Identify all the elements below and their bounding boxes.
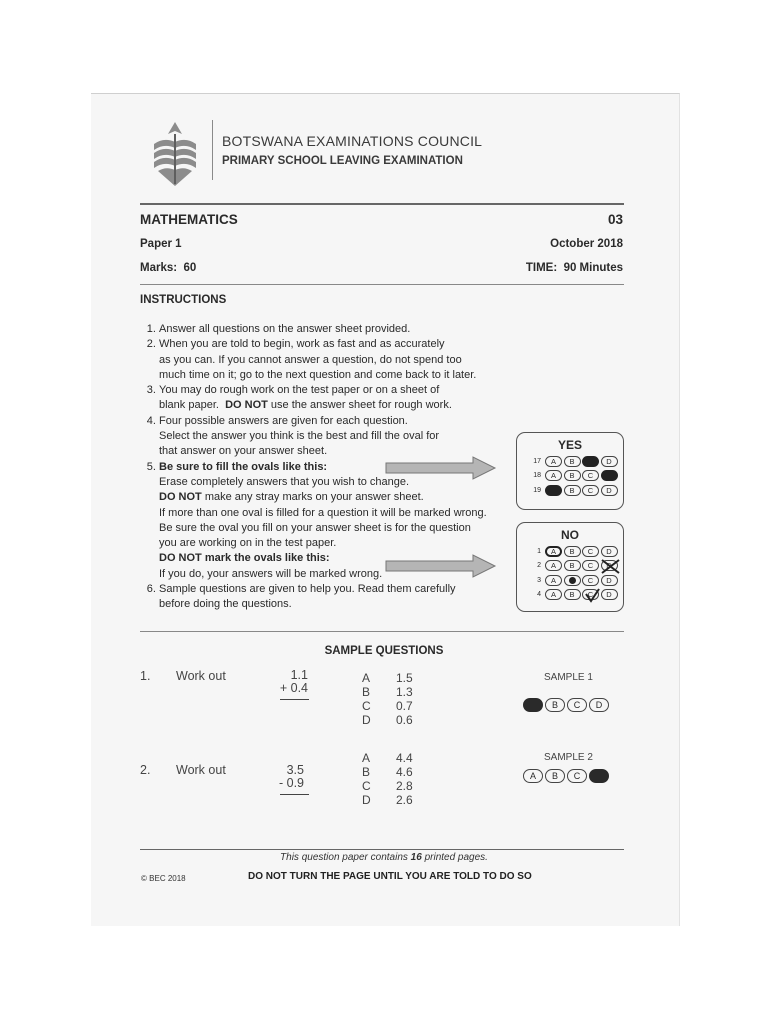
oval-d: D xyxy=(601,546,618,557)
oval-d: D xyxy=(601,485,618,496)
instruction-text: blank paper. xyxy=(159,399,219,412)
option-value: 1.3 xyxy=(396,685,413,699)
oval-d: D xyxy=(589,698,609,712)
row-number: 19 xyxy=(533,486,541,494)
example-row xyxy=(517,573,623,588)
option-letter: C xyxy=(362,699,371,713)
sample-label: SAMPLE 2 xyxy=(544,752,593,763)
oval-d: D xyxy=(601,589,618,600)
example-row xyxy=(517,454,623,469)
options-list xyxy=(362,751,413,807)
example-row xyxy=(517,559,623,574)
marks-value: 60 xyxy=(183,262,197,274)
question-prompt: Work out xyxy=(176,669,226,683)
oval-c: C xyxy=(582,485,599,496)
question-prompt: Work out xyxy=(176,763,226,777)
operand-bottom: + 0.4 xyxy=(279,681,308,695)
sum-line xyxy=(280,699,309,700)
instruction-text: If more than one oval is filled for a question it will be marked wrong. xyxy=(159,506,487,519)
time-value: 90 Minutes xyxy=(563,262,623,274)
paper-number: Paper 1 xyxy=(140,238,182,250)
instruction-3 xyxy=(159,383,510,414)
option xyxy=(362,713,413,727)
oval-crossed xyxy=(601,560,618,571)
instruction-text: use the answer sheet for rough work. xyxy=(270,399,452,412)
row-number: 4 xyxy=(537,591,541,599)
row-number: 18 xyxy=(533,472,541,480)
oval-b: B xyxy=(545,698,565,712)
oval-b: B xyxy=(545,769,565,783)
paper-code: 03 xyxy=(607,212,623,227)
option-letter: A xyxy=(362,751,371,765)
option xyxy=(362,685,413,699)
oval-c: C xyxy=(582,560,599,571)
instruction-emphasis: Be sure to fill the ovals like this: xyxy=(159,460,328,473)
header-divider xyxy=(212,120,213,180)
oval-c: C xyxy=(582,575,599,586)
difference-line xyxy=(280,794,309,795)
divider xyxy=(140,849,624,850)
instruction-1 xyxy=(159,322,510,337)
row-number: 3 xyxy=(537,576,541,584)
marks-info xyxy=(140,262,196,274)
oval-filled xyxy=(582,456,599,467)
org-name: BOTSWANA EXAMINATIONS COUNCIL xyxy=(222,133,483,149)
option-letter: C xyxy=(362,779,371,793)
page-count: 16 xyxy=(410,852,422,863)
note-text: This question paper contains xyxy=(280,852,408,863)
oval-ticked xyxy=(582,589,599,600)
oval-filled xyxy=(601,470,618,481)
exam-date: October 2018 xyxy=(550,238,623,250)
option xyxy=(362,765,413,779)
example-row xyxy=(517,544,623,559)
instruction-text: before doing the questions. xyxy=(159,598,292,611)
instruction-text: Sample questions are given to help you. Read them carefully xyxy=(159,583,456,596)
copyright-text: BEC 2018 xyxy=(149,874,186,883)
instruction-text: You may do rough work on the test paper or on a sheet of xyxy=(159,384,440,397)
oval-letter: C xyxy=(587,590,594,600)
oval-b: B xyxy=(564,546,581,557)
oval-a: A xyxy=(545,575,562,586)
option xyxy=(362,779,413,793)
oval-filled xyxy=(545,485,562,496)
divider xyxy=(140,284,624,285)
instruction-text: Four possible answers are given for each question. xyxy=(159,414,408,427)
instruction-text: much time on it; go to the next question and come back to it later. xyxy=(159,368,477,381)
oval-a: A xyxy=(545,456,562,467)
oval-filled xyxy=(523,698,543,712)
sample-answer-ovals xyxy=(523,698,611,712)
option xyxy=(362,699,413,713)
instruction-text: If you do, your answers will be marked wrong. xyxy=(159,567,383,580)
cross-mark-icon xyxy=(600,558,621,575)
instruction-text: as you can. If you cannot answer a question, do not spend too xyxy=(159,353,462,366)
option-value: 4.6 xyxy=(396,765,413,779)
instruction-2 xyxy=(159,337,510,383)
marks-label: Marks: xyxy=(140,262,178,274)
oval-d: D xyxy=(601,456,618,467)
divider xyxy=(140,631,624,632)
instruction-text: Be sure the oval you fill on your answer sheet is for the question xyxy=(159,521,471,534)
instruction-text: make any stray marks on your answer sheet. xyxy=(204,491,424,504)
instruction-emphasis: DO NOT mark the ovals like this: xyxy=(159,552,330,565)
row-number: 17 xyxy=(533,457,541,465)
option-letter: D xyxy=(362,793,371,807)
time-info xyxy=(526,262,623,274)
sample-answer-ovals xyxy=(523,769,611,783)
option-value: 4.4 xyxy=(396,751,413,765)
oval-dotted xyxy=(564,575,581,586)
turn-page-warning: DO NOT TURN THE PAGE UNTIL YOU ARE TOLD TO DO SO xyxy=(248,871,532,882)
arrow-right-icon xyxy=(385,456,497,480)
subtraction-problem xyxy=(278,764,304,790)
yes-example-box xyxy=(516,432,624,510)
option xyxy=(362,751,413,765)
question-number: 1. xyxy=(140,669,151,683)
oval-b: B xyxy=(564,560,581,571)
option xyxy=(362,671,413,685)
oval-b: B xyxy=(564,485,581,496)
oval-b: B xyxy=(564,589,581,600)
instructions-title: INSTRUCTIONS xyxy=(140,294,227,306)
option-value: 0.6 xyxy=(396,713,413,727)
operand-top: 3.5 xyxy=(286,763,304,777)
divider xyxy=(140,203,624,205)
oval-a: A xyxy=(523,769,543,783)
operand-top: 1.1 xyxy=(290,668,308,682)
sample-questions-title: SAMPLE QUESTIONS xyxy=(324,645,444,657)
example-row xyxy=(517,469,623,484)
option-letter: B xyxy=(362,685,371,699)
oval-c: C xyxy=(582,546,599,557)
instruction-text: Erase completely answers that you wish to change. xyxy=(159,475,410,488)
sample-label: SAMPLE 1 xyxy=(544,672,593,683)
yes-title: YES xyxy=(557,438,582,452)
option-letter: D xyxy=(362,713,371,727)
instruction-emphasis: DO NOT xyxy=(159,491,202,504)
tick-mark-icon xyxy=(581,587,602,604)
instruction-6 xyxy=(159,582,510,613)
option-letter: B xyxy=(362,765,371,779)
row-number: 2 xyxy=(537,562,541,570)
oval-a: A xyxy=(545,470,562,481)
instruction-emphasis: DO NOT xyxy=(225,399,268,412)
copyright xyxy=(141,874,186,883)
oval-c: C xyxy=(567,698,587,712)
no-title: NO xyxy=(561,528,579,542)
subject-title: MATHEMATICS xyxy=(140,212,238,227)
row-number: 1 xyxy=(537,547,541,555)
time-label: TIME: xyxy=(525,262,558,274)
options-list xyxy=(362,671,413,727)
option-value: 1.5 xyxy=(396,671,413,685)
oval-c: C xyxy=(582,470,599,481)
oval-d: D xyxy=(601,575,618,586)
instruction-text: Select the answer you think is the best and fill the oval for xyxy=(159,430,440,443)
oval-circled: A xyxy=(545,546,562,557)
exam-name: PRIMARY SCHOOL LEAVING EXAMINATION xyxy=(222,155,463,167)
no-example-box xyxy=(516,522,624,612)
option-value: 2.6 xyxy=(396,793,413,807)
instruction-text: you are working on in the test paper. xyxy=(159,537,337,550)
oval-a: A xyxy=(545,560,562,571)
question-number: 2. xyxy=(140,763,151,777)
instruction-text: that answer on your answer sheet. xyxy=(159,445,328,458)
oval-a: A xyxy=(545,589,562,600)
operand-bottom: - 0.9 xyxy=(278,776,304,790)
oval-b: B xyxy=(564,456,581,467)
instruction-text: Answer all questions on the answer sheet provided. xyxy=(159,323,411,335)
example-row xyxy=(517,588,623,603)
arrow-right-icon xyxy=(385,554,497,578)
oval-filled xyxy=(589,769,609,783)
bec-logo-icon xyxy=(150,120,200,190)
instruction-text: When you are told to begin, work as fast and as accurately xyxy=(159,338,445,351)
option-value: 2.8 xyxy=(396,779,413,793)
option xyxy=(362,793,413,807)
instruction-4 xyxy=(159,414,510,460)
option-value: 0.7 xyxy=(396,699,413,713)
oval-b: B xyxy=(564,470,581,481)
addition-problem xyxy=(278,669,308,695)
note-text: printed pages. xyxy=(424,852,488,863)
oval-c: C xyxy=(567,769,587,783)
page-count-note xyxy=(0,852,768,863)
option-letter: A xyxy=(362,671,371,685)
copyright-icon: © xyxy=(141,874,147,883)
example-row xyxy=(517,483,623,498)
